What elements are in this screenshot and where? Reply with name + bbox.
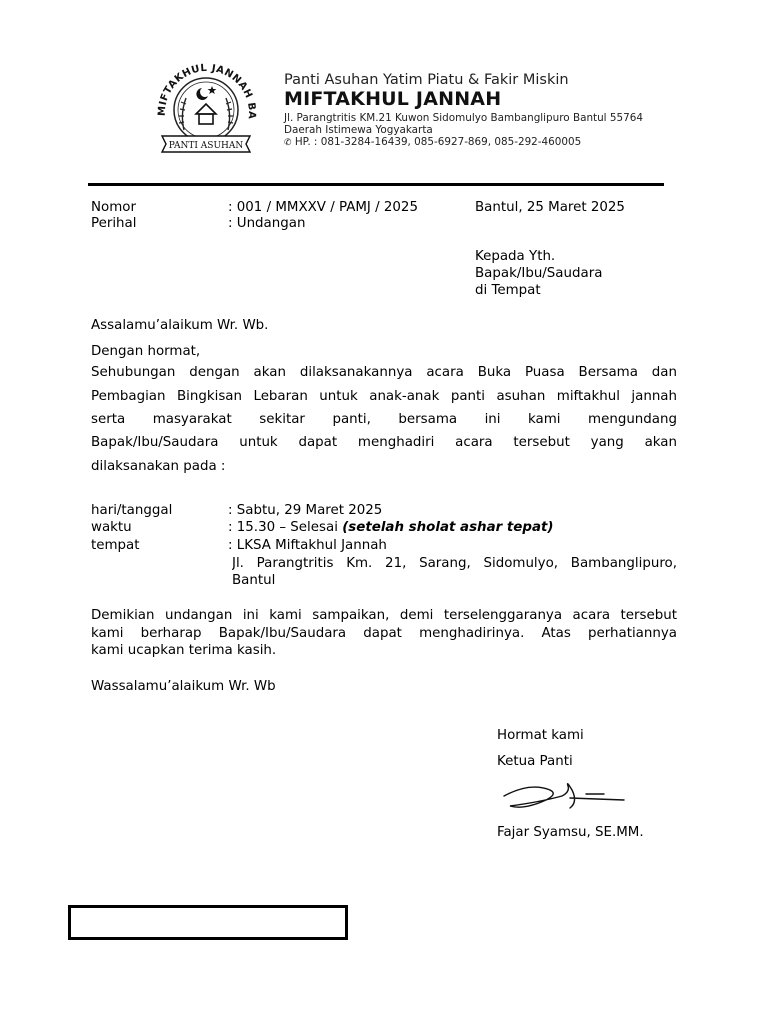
org-address: Jl. Parangtritis KM.21 Kuwon Sidomulyo Bambanglipuro Bantul 55764 bbox=[284, 112, 643, 124]
closing-line: kami ucapkan terima kasih. bbox=[91, 643, 277, 658]
organization-logo bbox=[140, 52, 272, 160]
org-name: Panti Asuhan Yatim Piatu & Fakir Miskin bbox=[284, 72, 569, 88]
org-phone bbox=[284, 136, 581, 150]
nomor-value: : 001 / MMXXV / PAMJ / 2025 bbox=[228, 200, 418, 215]
body-line: Pembagian Bingkisan Lebaran untuk anak-anak panti asuhan miftakhul jannah bbox=[91, 389, 677, 404]
signature-line2: Ketua Panti bbox=[497, 754, 573, 769]
body-line: Sehubungan dengan akan dilaksanakannya acara Buka Puasa Bersama dan bbox=[91, 365, 677, 380]
logo-seal-icon bbox=[140, 52, 272, 160]
event-place-label: tempat bbox=[91, 538, 140, 553]
recipient-line1: Kepada Yth. bbox=[475, 249, 556, 264]
event-time-value: : 15.30 – Selesai bbox=[228, 520, 338, 535]
body-line: serta masyarakat sekitar panti, bersama ini kami mengundang bbox=[91, 412, 677, 427]
letterhead-divider bbox=[88, 183, 664, 186]
svg-text:PANTI ASUHAN: PANTI ASUHAN bbox=[168, 141, 244, 151]
signature-scribble-icon bbox=[500, 776, 630, 816]
event-place-address-line1: Jl. Parangtritis Km. 21, Sarang, Sidomulyo, Bambanglipuro, bbox=[232, 556, 677, 571]
event-time-label: waktu bbox=[91, 520, 132, 535]
phone-icon: ✆ bbox=[284, 138, 292, 148]
handwritten-signature bbox=[500, 776, 630, 816]
closing-line: Demikian undangan ini kami sampaikan, demi terselenggaranya acara tersebut bbox=[91, 608, 677, 623]
body-line: Bapak/Ibu/Saudara untuk dapat menghadiri acara tersebut yang akan bbox=[91, 435, 677, 450]
nomor-label: Nomor bbox=[91, 200, 136, 215]
event-time bbox=[228, 519, 554, 536]
closing-line: kami berharap Bapak/Ibu/Saudara dapat menghadirinya. Atas perhatiannya bbox=[91, 626, 677, 641]
org-title: MIFTAKHUL JANNAH bbox=[284, 88, 502, 110]
recipient-line3: di Tempat bbox=[475, 283, 541, 298]
signature-name: Fajar Syamsu, SE.MM. bbox=[497, 825, 644, 840]
perihal-label: Perihal bbox=[91, 216, 137, 231]
place-date: Bantul, 25 Maret 2025 bbox=[475, 200, 625, 215]
event-time-note: (setelah sholat ashar tepat) bbox=[342, 520, 554, 535]
footer-box bbox=[68, 905, 348, 940]
org-phone-text: HP. : 081-3284-16439, 085-6927-869, 085-292-460005 bbox=[294, 136, 582, 148]
event-date-label: hari/tanggal bbox=[91, 503, 173, 518]
org-region: Daerah Istimewa Yogyakarta bbox=[284, 124, 433, 136]
event-place-value: : LKSA Miftakhul Jannah bbox=[228, 538, 387, 553]
svg-text:MIFTAKHUL JANNAH BANTUL: MIFTAKHUL JANNAH BA bbox=[156, 62, 258, 120]
recipient-line2: Bapak/Ibu/Saudara bbox=[475, 266, 603, 281]
opening: Dengan hormat, bbox=[91, 344, 201, 359]
event-date-value: : Sabtu, 29 Maret 2025 bbox=[228, 503, 383, 518]
farewell: Wassalamu’alaikum Wr. Wb bbox=[91, 679, 276, 694]
greeting: Assalamu’alaikum Wr. Wb. bbox=[91, 318, 269, 333]
signature-line1: Hormat kami bbox=[497, 728, 584, 743]
event-place-address-line2: Bantul bbox=[232, 573, 276, 588]
perihal-value: : Undangan bbox=[228, 216, 306, 231]
body-line: dilaksanakan pada : bbox=[91, 459, 226, 474]
